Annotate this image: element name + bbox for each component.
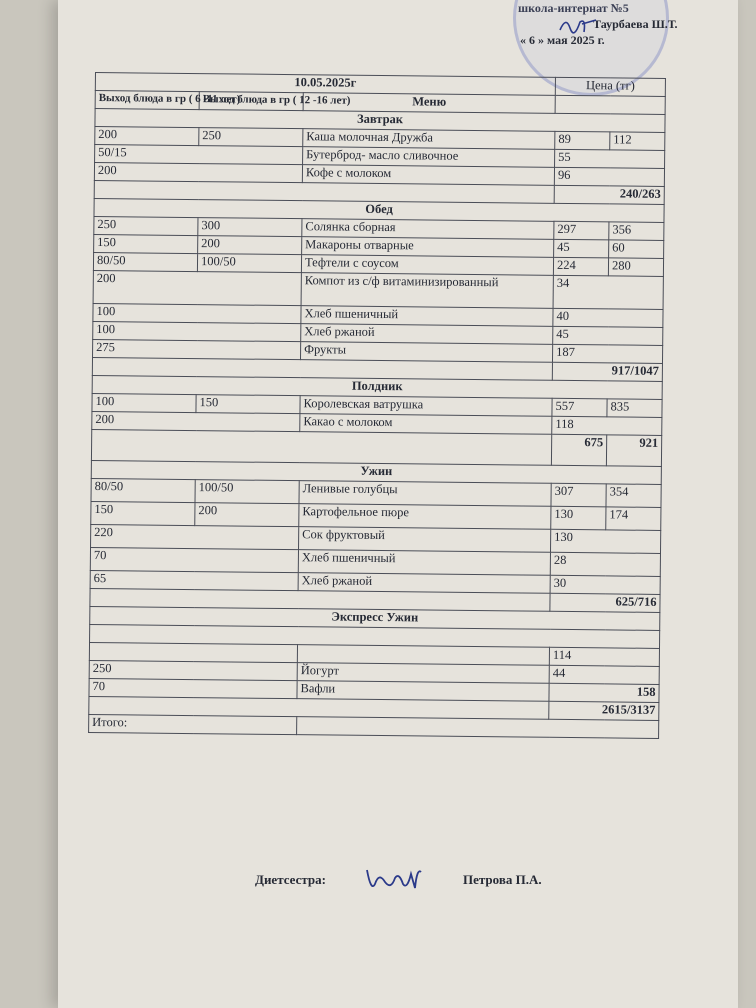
section-breakfast: Завтрак xyxy=(95,109,665,133)
section-lunch: Обед xyxy=(94,198,664,222)
cell-dish: Картофельное пюре xyxy=(299,504,551,530)
dietitian-name: Петрова П.А. xyxy=(463,872,542,887)
cell-dish: Кофе с молоком xyxy=(302,165,554,186)
empty-cell xyxy=(555,95,665,114)
cell-young xyxy=(89,642,297,662)
cell-young: 70 xyxy=(90,547,298,572)
section-express-dinner: Экспресс Ужин xyxy=(90,606,660,630)
cell-dish: Хлеб пшеничный xyxy=(301,306,553,327)
cell-price-old: 354 xyxy=(606,484,661,508)
section-snack: Полдник xyxy=(92,375,662,399)
cell-dish: Макароны отварные xyxy=(302,237,554,258)
cell-price-young: 114 xyxy=(549,647,659,666)
grand-total: 2615/3137 xyxy=(549,701,659,720)
dinner-total: 625/716 xyxy=(550,593,660,612)
snack-total-old: 921 xyxy=(606,435,661,467)
cell-young: 100 xyxy=(93,303,301,323)
cell-young: 275 xyxy=(93,339,301,359)
empty-cell xyxy=(297,717,659,739)
approval-header xyxy=(498,0,738,48)
cell-dish: Ленивые голубцы xyxy=(299,481,551,507)
cell-price-young: 55 xyxy=(555,149,665,168)
cell-old: 250 xyxy=(199,128,303,147)
cell-price-young: 130 xyxy=(551,506,606,530)
cell-dish: Сок фруктовый xyxy=(299,527,551,553)
cell-dish: Тефтели с соусом xyxy=(301,255,553,276)
breakfast-total: 240/263 xyxy=(554,185,664,204)
cell-price-old: 60 xyxy=(609,240,664,259)
cell-old: 100/50 xyxy=(197,254,301,273)
cell-price-young: 297 xyxy=(554,221,609,240)
cell-young: 70 xyxy=(89,678,297,698)
cell-dish: Йогурт xyxy=(297,663,549,684)
cell-young: 65 xyxy=(90,570,298,590)
cell-young: 250 xyxy=(89,660,297,680)
cell-young: 200 xyxy=(95,127,199,146)
cell-price-young: 44 xyxy=(549,665,659,684)
cell-young: 50/15 xyxy=(95,145,303,165)
lunch-total: 917/1047 xyxy=(552,362,662,381)
dietitian-label: Диетсестра: xyxy=(255,872,326,887)
empty-cell xyxy=(91,429,551,465)
cell-price-young: 130 xyxy=(551,529,661,553)
cell-price-young: 34 xyxy=(553,275,663,309)
cell-price-young: 30 xyxy=(550,575,660,594)
cell-price-young: 89 xyxy=(555,131,610,150)
cell-price-young: 45 xyxy=(554,239,609,258)
cell-price-young: 307 xyxy=(551,483,606,507)
cell-young: 250 xyxy=(94,216,198,235)
price-header: Цена (тг) xyxy=(555,77,665,96)
cell-dish: Хлеб пшеничный xyxy=(298,550,550,576)
cell-price-young: 187 xyxy=(553,344,663,363)
cell-young: 200 xyxy=(92,411,300,431)
cell-young: 150 xyxy=(94,234,198,253)
cell-price-old: 356 xyxy=(609,222,664,241)
cell-young: 80/50 xyxy=(93,252,197,271)
menu-table xyxy=(88,72,666,739)
total-label: Итого: xyxy=(89,714,297,734)
cell-price-young: 557 xyxy=(552,398,607,417)
cell-price-young: 28 xyxy=(550,552,660,576)
cell-dish: Королевская ватрушка xyxy=(300,396,552,417)
cell-price-young: 224 xyxy=(553,257,608,276)
cell-price-old: 174 xyxy=(606,507,661,531)
snack-total-young: 675 xyxy=(551,434,606,466)
cell-price-young: 40 xyxy=(553,308,663,327)
cell-old: 150 xyxy=(196,395,300,414)
cell-young: 80/50 xyxy=(91,478,195,502)
cell-dish: Солянка сборная xyxy=(302,219,554,240)
cell-price-old: 280 xyxy=(608,258,663,277)
cell-old: 200 xyxy=(195,503,299,527)
cell-dish: Компот из с/ф витаминизированный xyxy=(301,273,553,309)
cell-dish: Бутерброд- масло сливочное xyxy=(303,147,555,168)
cell-dish: Какао с молоком xyxy=(300,414,552,435)
cell-young: 200 xyxy=(93,270,301,305)
cell-dish: Хлеб ржаной xyxy=(301,324,553,345)
express-total: 158 xyxy=(549,683,659,702)
cell-old: 300 xyxy=(198,218,302,237)
cell-price-young: 96 xyxy=(554,167,664,186)
school-name: школа-интернат №5 xyxy=(518,1,629,15)
cell-young: 100 xyxy=(93,321,301,341)
approval-date: « 6 » мая 2025 г. xyxy=(520,33,605,47)
dietitian-signature xyxy=(363,864,423,896)
col-young-header: Выход блюда в гр ( 6 -11 лет) xyxy=(95,91,199,110)
cell-price-old: 112 xyxy=(610,132,665,151)
cell-dish: Вафли xyxy=(297,681,549,702)
cell-young: 100 xyxy=(92,393,196,412)
cell-dish: Фрукты xyxy=(300,342,552,363)
col-old-header: Выход блюда в гр ( 12 -16 лет) xyxy=(199,92,303,111)
cell-price-old: 835 xyxy=(607,399,662,418)
cell-old: 200 xyxy=(198,236,302,255)
col-menu-header: Меню xyxy=(303,93,555,114)
cell-dish: Каша молочная Дружба xyxy=(303,129,555,150)
cell-old: 100/50 xyxy=(195,480,299,504)
cell-dish: Хлеб ржаной xyxy=(298,573,550,594)
director-signature xyxy=(558,14,598,36)
director-name: Таурбаева Ш.Т. xyxy=(593,17,678,31)
cell-young: 220 xyxy=(91,524,299,549)
cell-price-young: 118 xyxy=(552,416,662,435)
cell-young: 150 xyxy=(91,501,195,525)
menu-date: 10.05.2025г xyxy=(95,73,555,96)
cell-young: 200 xyxy=(94,163,302,183)
cell-price-young: 45 xyxy=(553,326,663,345)
section-dinner: Ужин xyxy=(91,460,661,484)
